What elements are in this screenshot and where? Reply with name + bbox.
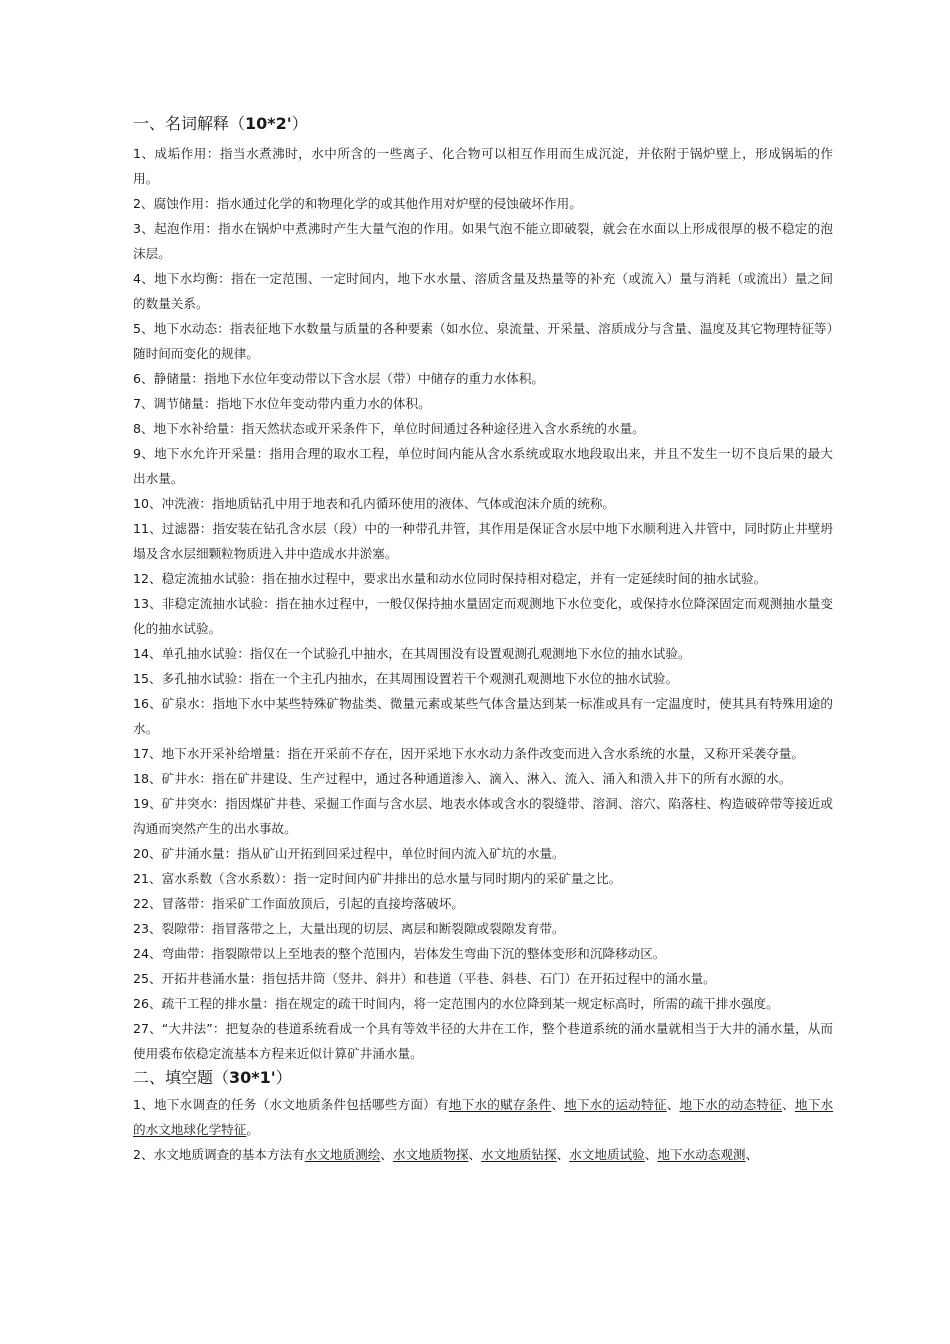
item-number: 15、	[133, 671, 162, 686]
document-page	[133, 113, 833, 1167]
definition-item	[133, 566, 833, 591]
item-number: 1、	[133, 146, 155, 161]
answer-blank: 地下水的运动特征	[564, 1097, 667, 1112]
definition-item	[133, 666, 833, 691]
item-number: 20、	[133, 846, 162, 861]
definition-item	[133, 916, 833, 941]
definition-text: 指水通过化学的和物理化学的或其他作用对炉壁的侵蚀破坏作用。	[216, 196, 582, 211]
term-label: 开拓井巷涌水量：	[161, 971, 263, 986]
definition-text: 指冒落带之上，大量出现的切层、离层和断裂隙或裂隙发育带。	[212, 921, 565, 936]
definition-item	[133, 1016, 833, 1066]
answer-blank: 水文地质钻探	[481, 1147, 557, 1162]
definition-item	[133, 591, 833, 641]
definition-text: 指天然状态或开采条件下，单位时间通过各种途径进入含水系统的水量。	[241, 421, 645, 436]
definition-item	[133, 391, 833, 416]
definition-text: 指当水煮沸时，水中所含的一些离子、化合物可以相互作用而生成沉淀，并依附于锅炉壁上，形成锅垢的作用。	[133, 146, 834, 186]
separator: 、	[380, 1147, 393, 1162]
term-label: 地下水均衡：	[154, 271, 231, 286]
term-label: 过滤器：	[161, 521, 213, 536]
definition-text: 指在开采前不存在，因开采地下水水动力条件改变而进入含水系统的水量，又称开采袭夺量。	[287, 746, 804, 761]
term-label: 成垢作用：	[154, 146, 220, 161]
definition-item	[133, 366, 833, 391]
item-number: 26、	[133, 996, 162, 1011]
definition-text: 把复杂的巷道系统看成一个具有等效半径的大井在工作，整个巷道系统的涌水量就相当于大井的涌水量，从而使用裘布依稳定流基本方程来近似计算矿井涌水量。	[133, 1021, 833, 1061]
item-number: 12、	[133, 571, 162, 586]
answer-blank: 水文地质试验	[569, 1147, 645, 1162]
definition-item	[133, 141, 833, 191]
item-number: 27、	[133, 1021, 162, 1036]
definition-text: 指地下水中某些特殊矿物盐类、微量元素或某些气体含量达到某一标准或具有一定温度时，使其具有特殊用途的水。	[133, 696, 834, 736]
item-number: 9、	[133, 446, 155, 461]
answer-blank: 水文地质物探	[392, 1147, 469, 1162]
term-label: 冒落带：	[161, 896, 212, 911]
separator: 、	[745, 1147, 759, 1162]
definition-item	[133, 441, 833, 491]
item-number: 24、	[133, 946, 162, 961]
definition-text: 指在一定范围、一定时间内，地下水水量、溶质含量及热量等的补充（或流入）量与消耗（或流出）量之间的数量关系。	[133, 271, 834, 311]
answer-blank: 地下水的动态特征	[679, 1097, 783, 1112]
definition-item	[133, 691, 833, 741]
definition-item	[133, 316, 833, 366]
term-label: 裂隙带：	[161, 921, 212, 936]
definition-item	[133, 966, 833, 991]
definition-text: 指在一个主孔内抽水，在其周围设置若干个观测孔观测地下水位的抽水试验。	[249, 671, 678, 686]
definition-text: 指包括井筒（竖井、斜井）和巷道（平巷、斜巷、石门）在开拓过程中的涌水量。	[262, 971, 716, 986]
definition-text: 指从矿山开拓到回采过程中，单位时间内流入矿坑的水量。	[237, 846, 565, 861]
definition-item	[133, 191, 833, 216]
definition-text: 指在抽水过程中，要求出水量和动水位同时保持相对稳定，并有一定延续时间的抽水试验。	[262, 571, 767, 586]
definition-item	[133, 841, 833, 866]
term-label: 地下水开采补给增量：	[161, 746, 288, 761]
term-label: 腐蚀作用：	[153, 196, 217, 211]
separator: 、	[556, 1147, 570, 1162]
definition-text: 指在规定的疏干时间内，将一定范围内的水位降到某一规定标高时，所需的疏干排水强度。	[274, 996, 779, 1011]
separator: 、	[644, 1147, 658, 1162]
term-label: 弯曲带：	[161, 946, 212, 961]
definition-text: 指地下水位年变动带以下含水层（带）中储存的重力水体积。	[203, 371, 545, 386]
separator: 。	[246, 1122, 259, 1137]
item-number: 6、	[133, 371, 154, 386]
item-number: 19、	[133, 796, 162, 811]
term-label: 疏干工程的排水量：	[161, 996, 275, 1011]
item-number: 3、	[133, 221, 155, 236]
question-text: 1、地下水调查的任务（水文地质条件包括哪些方面）有	[133, 1097, 449, 1112]
item-number: 14、	[133, 646, 162, 661]
term-label: 非稳定流抽水试验：	[161, 596, 276, 611]
definition-item	[133, 766, 833, 791]
definition-text: 指地下水位年变动带内重力水的体积。	[216, 396, 431, 411]
answer-blank: 地下水的赋存条件	[448, 1097, 552, 1112]
definition-item	[133, 991, 833, 1016]
item-number: 4、	[133, 271, 155, 286]
definition-text: 指裂隙带以上至地表的整个范围内，岩体发生弯曲下沉的整体变形和沉降移动区。	[212, 946, 666, 961]
section-1-title-prefix: 一、名词解释（	[133, 114, 246, 133]
definition-item	[133, 941, 833, 966]
definition-text: 指安装在钻孔含水层（段）中的一种带孔井管，其作用是保证含水层中地下水顺利进入井管中，同时防止井壁坍塌及含水层细颗粒物质进入井中造成水井淤塞。	[133, 521, 834, 561]
item-number: 11、	[133, 521, 162, 536]
term-label: 多孔抽水试验：	[161, 671, 250, 686]
definition-text: 指仅在一个试验孔中抽水，在其周围没有设置观测孔观测地下水位的抽水试验。	[249, 646, 691, 661]
separator: 、	[551, 1097, 565, 1112]
item-number: 18、	[133, 771, 162, 786]
definition-item	[133, 416, 833, 441]
term-label: 矿泉水：	[161, 696, 213, 711]
answer-blank: 地下水的水文地球化学特征	[133, 1097, 834, 1137]
fill-question-2	[133, 1142, 833, 1167]
item-number: 16、	[133, 696, 162, 711]
definition-text: 指采矿工作面放顶后，引起的直接垮落破坏。	[212, 896, 464, 911]
definition-item	[133, 491, 833, 516]
definition-item	[133, 216, 833, 266]
separator: 、	[468, 1147, 482, 1162]
term-label: 地下水补给量：	[153, 421, 242, 436]
term-label: 单孔抽水试验：	[161, 646, 250, 661]
section-2-title-suffix: ）	[275, 1068, 292, 1087]
section-1-title	[133, 113, 833, 135]
section-2-score: 30*1'	[229, 1068, 276, 1087]
definition-text: 指因煤矿井巷、采掘工作面与含水层、地表水体或含水的裂缝带、溶洞、溶穴、陷落柱、构造破碎带等接近或沟通而突然产生的出水事故。	[133, 796, 834, 836]
term-label: 矿井涌水量：	[161, 846, 238, 861]
definition-item	[133, 741, 833, 766]
term-label: 起泡作用：	[154, 221, 219, 236]
definition-item	[133, 516, 833, 566]
definition-text: 指地质钻孔中用于地表和孔内循环使用的液体、气体或泡沫介质的统称。	[212, 496, 615, 511]
definition-item	[133, 866, 833, 891]
item-number: 8、	[133, 421, 154, 436]
item-number: 2、	[133, 196, 154, 211]
item-number: 22、	[133, 896, 162, 911]
item-number: 5、	[133, 321, 154, 336]
term-label: 地下水动态：	[153, 321, 230, 336]
definition-item	[133, 791, 833, 841]
term-label: 富水系数（含水系数）：	[161, 871, 294, 886]
question-text: 2、水文地质调查的基本方法有	[133, 1147, 305, 1162]
term-label: 冲洗液：	[161, 496, 212, 511]
answer-blank: 水文地质测绘	[304, 1147, 381, 1162]
item-number: 10、	[133, 496, 162, 511]
definition-text: 指一定时间内矿井排出的总水量与同时期内的采矿量之比。	[293, 871, 622, 886]
definition-text: 指用合理的取水工程，单位时间内能从含水系统或取水地段取出来，并且不发生一切不良后果的最大出水量。	[133, 446, 834, 486]
section-2-title-prefix: 二、填空题（	[133, 1068, 230, 1087]
definition-item	[133, 266, 833, 316]
term-label: 调节储量：	[153, 396, 217, 411]
separator: 、	[666, 1097, 680, 1112]
definition-item	[133, 641, 833, 666]
term-label: 矿井突水：	[161, 796, 226, 811]
definition-text: 指在抽水过程中，一般仅保持抽水量固定而观测地下水位变化，或保持水位降深固定而观测抽水量变化的抽水试验。	[133, 596, 834, 636]
item-number: 13、	[133, 596, 162, 611]
definition-item	[133, 891, 833, 916]
term-label: 静储量：	[153, 371, 204, 386]
item-number: 25、	[133, 971, 162, 986]
term-label: 矿井水：	[161, 771, 212, 786]
term-label: “大井法”：	[161, 1021, 226, 1036]
term-label: 稳定流抽水试验：	[161, 571, 263, 586]
definition-list	[133, 141, 833, 1066]
separator: 、	[782, 1097, 795, 1112]
definition-text: 指在矿井建设、生产过程中，通过各种通道渗入、滴入、淋入、流入、涌入和溃入井下的所有水源的水。	[212, 771, 792, 786]
definition-text: 指表征地下水数量与质量的各种要素（如水位、泉流量、开采量、溶质成分与含量、温度及其它物理特征等）随时间而变化的规律。	[133, 321, 834, 361]
section-1-score: 10*2'	[245, 114, 292, 133]
answer-blank: 地下水动态观测	[657, 1147, 746, 1162]
item-number: 21、	[133, 871, 162, 886]
item-number: 23、	[133, 921, 162, 936]
section-2-title	[133, 1067, 833, 1089]
section-1-title-suffix: ）	[291, 114, 308, 133]
definition-text: 指水在锅炉中煮沸时产生大量气泡的作用。如果气泡不能立即破裂，就会在水面以上形成很厚的极不稳定的泡沫层。	[133, 221, 834, 261]
item-number: 17、	[133, 746, 162, 761]
fill-question-1	[133, 1092, 833, 1142]
item-number: 7、	[133, 396, 154, 411]
term-label: 地下水允许开采量：	[154, 446, 270, 461]
